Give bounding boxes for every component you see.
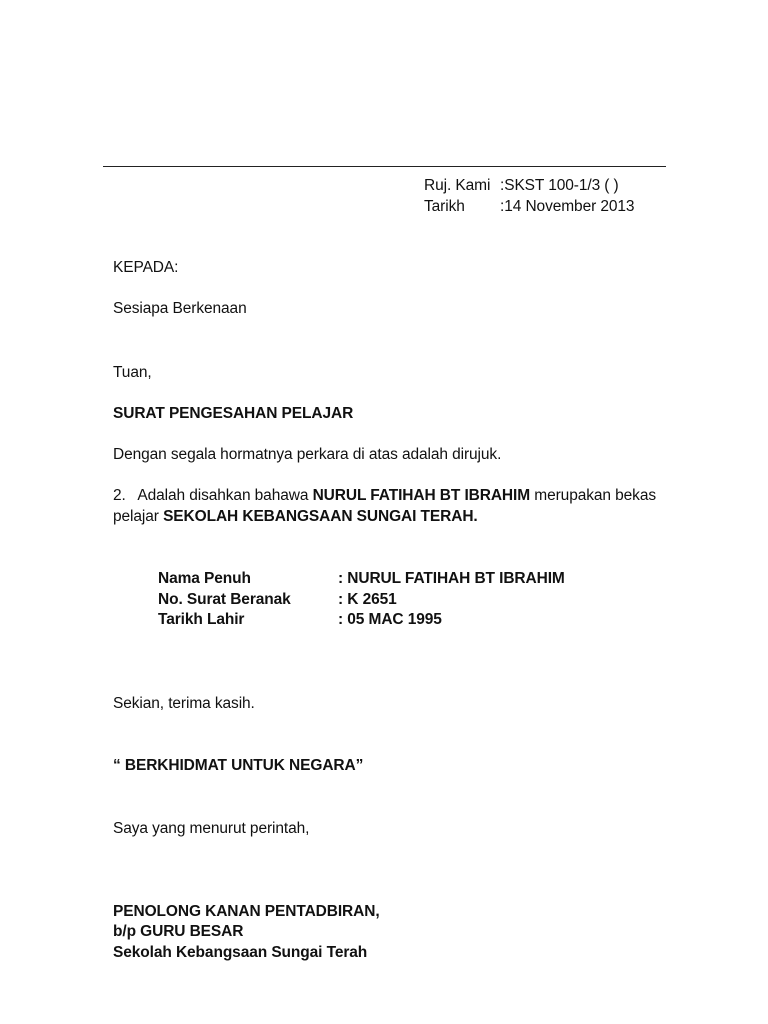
- detail-value-tarikh-lahir: : 05 MAC 1995: [338, 611, 442, 628]
- header-divider: [103, 166, 666, 167]
- detail-label-surat-beranak: No. Surat Beranak: [158, 591, 291, 608]
- school-name-inline: SEKOLAH KEBANGSAAN SUNGAI TERAH.: [163, 508, 478, 525]
- detail-value-nama: : NURUL FATIHAH BT IBRAHIM: [338, 570, 565, 587]
- motto: “ BERKHIDMAT UNTUK NEGARA”: [113, 757, 364, 774]
- signature-role: b/p GURU BESAR: [113, 923, 244, 940]
- paragraph-2-text: [137, 487, 656, 505]
- signature-title: PENOLONG KANAN PENTADBIRAN,: [113, 903, 380, 920]
- order-line: Saya yang menurut perintah,: [113, 820, 310, 837]
- tarikh-label: Tarikh: [424, 198, 465, 215]
- student-name-inline: NURUL FATIHAH BT IBRAHIM: [312, 487, 531, 504]
- detail-label-nama: Nama Penuh: [158, 570, 251, 587]
- subject-title: SURAT PENGESAHAN PELAJAR: [113, 405, 354, 422]
- para2-text-b: merupakan bekas: [534, 487, 656, 504]
- paragraph-2-line-1: [113, 487, 656, 505]
- para2-text-c: pelajar: [113, 508, 159, 525]
- ruj-value: :SKST 100-1/3 ( ): [500, 177, 619, 194]
- paragraph-2-line-2: [113, 508, 478, 526]
- signature-school: Sekolah Kebangsaan Sungai Terah: [113, 944, 368, 961]
- detail-label-tarikh-lahir: Tarikh Lahir: [158, 611, 245, 628]
- recipient: Sesiapa Berkenaan: [113, 300, 247, 317]
- closing-line: Sekian, terima kasih.: [113, 695, 255, 712]
- kepada-heading: KEPADA:: [113, 259, 179, 276]
- paragraph-number: 2.: [113, 487, 126, 504]
- ruj-label: Ruj. Kami: [424, 177, 491, 194]
- paragraph-1: Dengan segala hormatnya perkara di atas adalah dirujuk.: [113, 446, 502, 463]
- para2-text-a: Adalah disahkan bahawa: [137, 487, 309, 504]
- salutation: Tuan,: [113, 364, 152, 381]
- detail-value-surat-beranak: : K 2651: [338, 591, 397, 608]
- tarikh-value: :14 November 2013: [500, 198, 635, 215]
